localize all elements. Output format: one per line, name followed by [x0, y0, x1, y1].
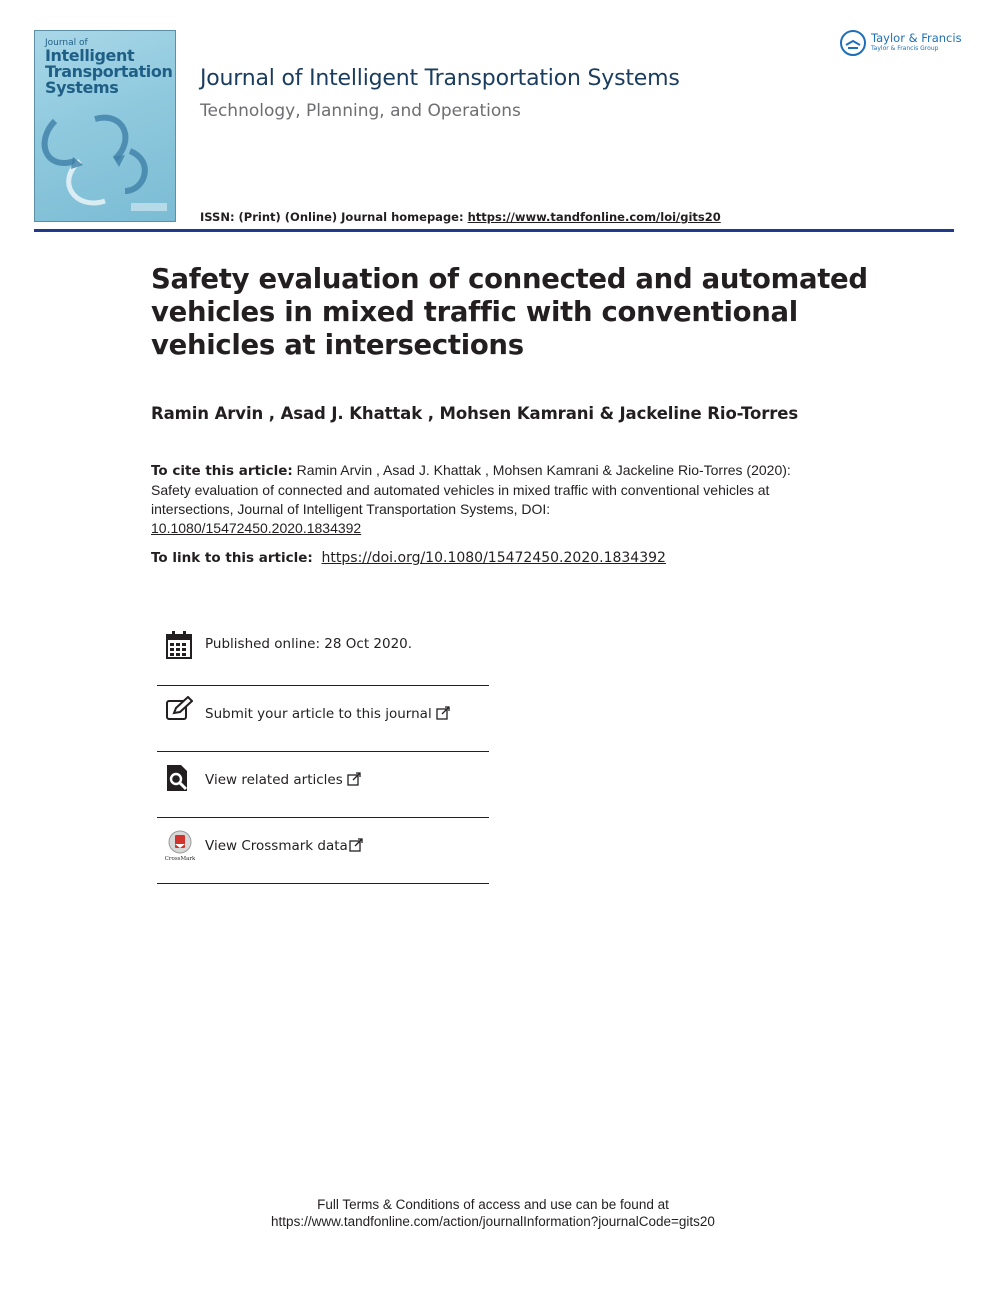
submit-article-link[interactable]: [205, 706, 450, 724]
header-divider: [34, 229, 954, 232]
footer-terms-text: Full Terms & Conditions of access and use can be found at: [317, 1197, 669, 1212]
issn-label: ISSN: (Print) (Online) Journal homepage:: [200, 210, 468, 224]
crossmark-label: View Crossmark data: [205, 838, 348, 854]
external-link-icon: [347, 772, 361, 790]
article-authors: Ramin Arvin , Asad J. Khattak , Mohsen Kamrani & Jackeline Rio-Torres: [151, 404, 799, 423]
article-actions: [157, 620, 489, 884]
submit-article-row[interactable]: [157, 686, 489, 752]
crossmark-icon: [165, 830, 193, 860]
article-doi-link[interactable]: https://doi.org/10.1080/15472450.2020.1834392: [321, 550, 666, 566]
external-link-icon: [349, 838, 363, 856]
submit-article-label: Submit your article to this journal: [205, 706, 432, 722]
cite-doi-link[interactable]: 10.1080/15472450.2020.1834392: [151, 520, 362, 536]
footer: [0, 1196, 986, 1230]
cover-title-line: Intelligent: [45, 46, 135, 65]
article-link-line: [151, 550, 666, 566]
cover-title-line: Systems: [45, 78, 119, 97]
search-document-icon: [165, 764, 193, 794]
related-articles-row[interactable]: [157, 752, 489, 818]
journal-title: Journal of Intelligent Transportation Systems: [200, 66, 680, 91]
journal-homepage-link[interactable]: https://www.tandfonline.com/loi/gits20: [467, 210, 721, 224]
cite-label: To cite this article:: [151, 463, 293, 479]
link-label: To link to this article:: [151, 550, 318, 566]
footer-terms-link[interactable]: https://www.tandfonline.com/action/journalInformation?journalCode=gits20: [271, 1214, 715, 1229]
journal-subtitle: Technology, Planning, and Operations: [200, 101, 521, 121]
crossmark-caption: CrossMark: [165, 856, 195, 862]
journal-cover-image: [34, 30, 176, 222]
related-articles-link[interactable]: [205, 772, 361, 790]
external-link-icon: [436, 706, 450, 724]
edit-icon: [165, 696, 193, 726]
related-articles-label: View related articles: [205, 772, 343, 788]
calendar-icon: [165, 630, 193, 660]
cover-title-line: Transportation: [45, 62, 173, 81]
publisher-logo[interactable]: [840, 30, 960, 60]
citation-block: [151, 461, 791, 538]
published-online-row: [157, 620, 489, 686]
crossmark-link[interactable]: [205, 838, 363, 856]
cover-title-line: Journal of: [45, 38, 88, 48]
issn-line: [200, 210, 721, 224]
crossmark-row[interactable]: [157, 818, 489, 884]
article-title: Safety evaluation of connected and automated vehicles in mixed traffic with conventional vehicles at intersections: [151, 263, 868, 361]
cite-text: Ramin Arvin , Asad J. Khattak , Mohsen Kamrani & Jackeline Rio-Torres (2020): Safety evaluation of connected and automated vehicles in mixed traffic with conventional vehicles at intersections, Journal of Intelligent Transportation Systems, DOI:: [151, 462, 791, 517]
published-online-text: Published online: 28 Oct 2020.: [205, 636, 413, 652]
publisher-group: Taylor & Francis Group: [871, 45, 939, 52]
publisher-name: Taylor & Francis: [871, 31, 962, 45]
publisher-logo-icon: [840, 30, 866, 56]
